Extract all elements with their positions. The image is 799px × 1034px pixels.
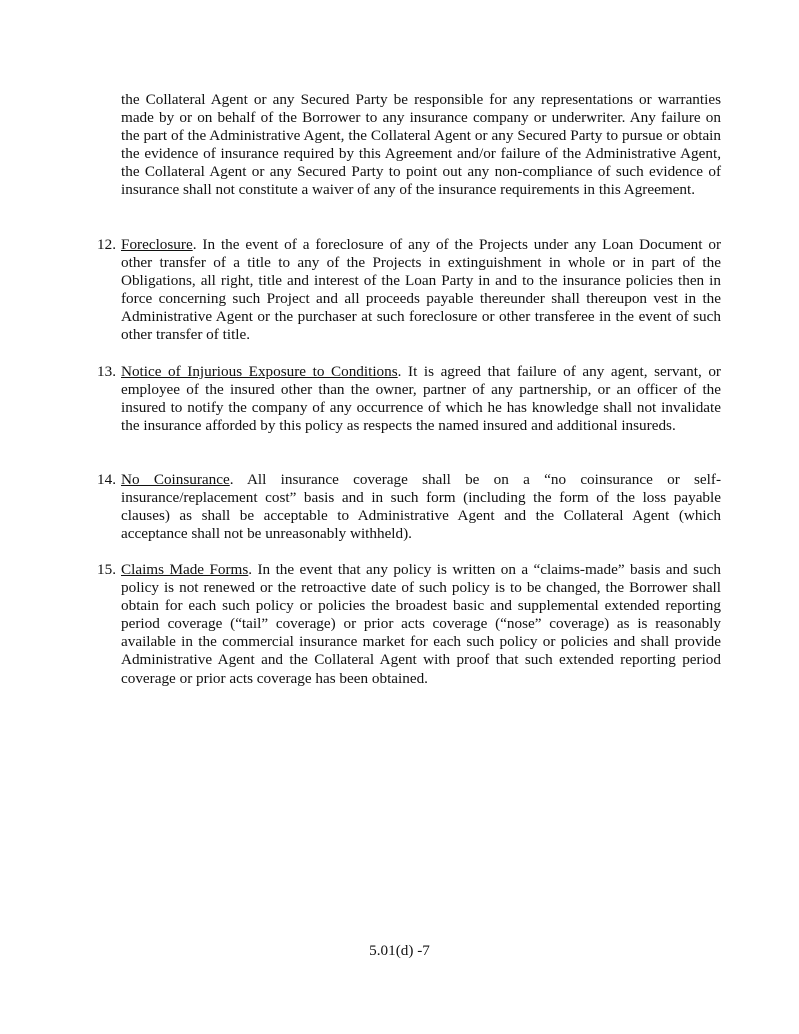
section-body: . In the event of a foreclosure of any of the Projects under any Loan Document or other transfer of a title to any of the Projects in extinguishment in whole or in part of the Obligations, all right, title and interest of the Loan Party in and to the insurance policies then in force concerning such Project and all proceeds payable thereunder shall thereupon vest in the Administrative Agent or the purchaser at such foreclosure or other transferee in the event of such other transfer of title. xyxy=(121,236,721,344)
section-body: . In the event that any policy is written on a “claims-made” basis and such policy is not renewed or the retroactive date of such policy is to be changed, the Borrower shall obtain for each such policy or policies the broadest basic and supplemental extended reporting period coverage (“tail” coverage) or prior acts coverage (“nose” coverage) as is reasonably available in the commercial insurance market for each such policy or policies and shall provide Administrative Agent and the Collateral Agent with proof that such extended reporting period coverage or prior acts coverage has been obtained. xyxy=(121,561,721,687)
section-body: . All insurance coverage shall be on a “no coinsurance or self-insurance/replacement cost” basis and in such form (including the form of the loss payable clauses) as shall be acceptable to Administrative Agent and the Collateral Agent (which acceptance shall not be unreasonably withheld). xyxy=(121,471,721,543)
section-number: 13. xyxy=(97,363,116,380)
section-number: 14. xyxy=(97,471,116,488)
section-number: 15. xyxy=(97,561,116,578)
section-no-coinsurance xyxy=(121,471,721,543)
section-body: . It is agreed that failure of any agent, servant, or employee of the insured other than the owner, partner of any partnership, or an officer of the insured to notify the company of any occurrence of which he has knowledge shall not invalidate the insurance afforded by this policy as respects the named insured and additional insureds. xyxy=(121,363,721,435)
section-number: 12. xyxy=(97,236,116,253)
section-foreclosure xyxy=(121,236,721,345)
section-heading: Notice of Injurious Exposure to Conditions xyxy=(121,363,398,380)
section-heading: No Coinsurance xyxy=(121,471,230,488)
section-notice-of-injurious-exposure xyxy=(121,363,721,435)
intro-paragraph: the Collateral Agent or any Secured Party be responsible for any representations or warranties made by or on behalf of the Borrower to any insurance company or underwriter. Any failure on the part of the Administrative Agent, the Collateral Agent or any Secured Party to pursue or obtain the evidence of insurance required by this Agreement and/or failure of the Administrative Agent, the Collateral Agent or any Secured Party to point out any non-compliance of such evidence of insurance shall not constitute a waiver of any of the insurance requirements in this Agreement. xyxy=(121,91,721,199)
section-heading: Claims Made Forms xyxy=(121,561,249,578)
section-claims-made-forms xyxy=(121,561,721,688)
page-footer: 5.01(d) -7 xyxy=(369,942,430,959)
section-heading: Foreclosure xyxy=(121,236,193,253)
